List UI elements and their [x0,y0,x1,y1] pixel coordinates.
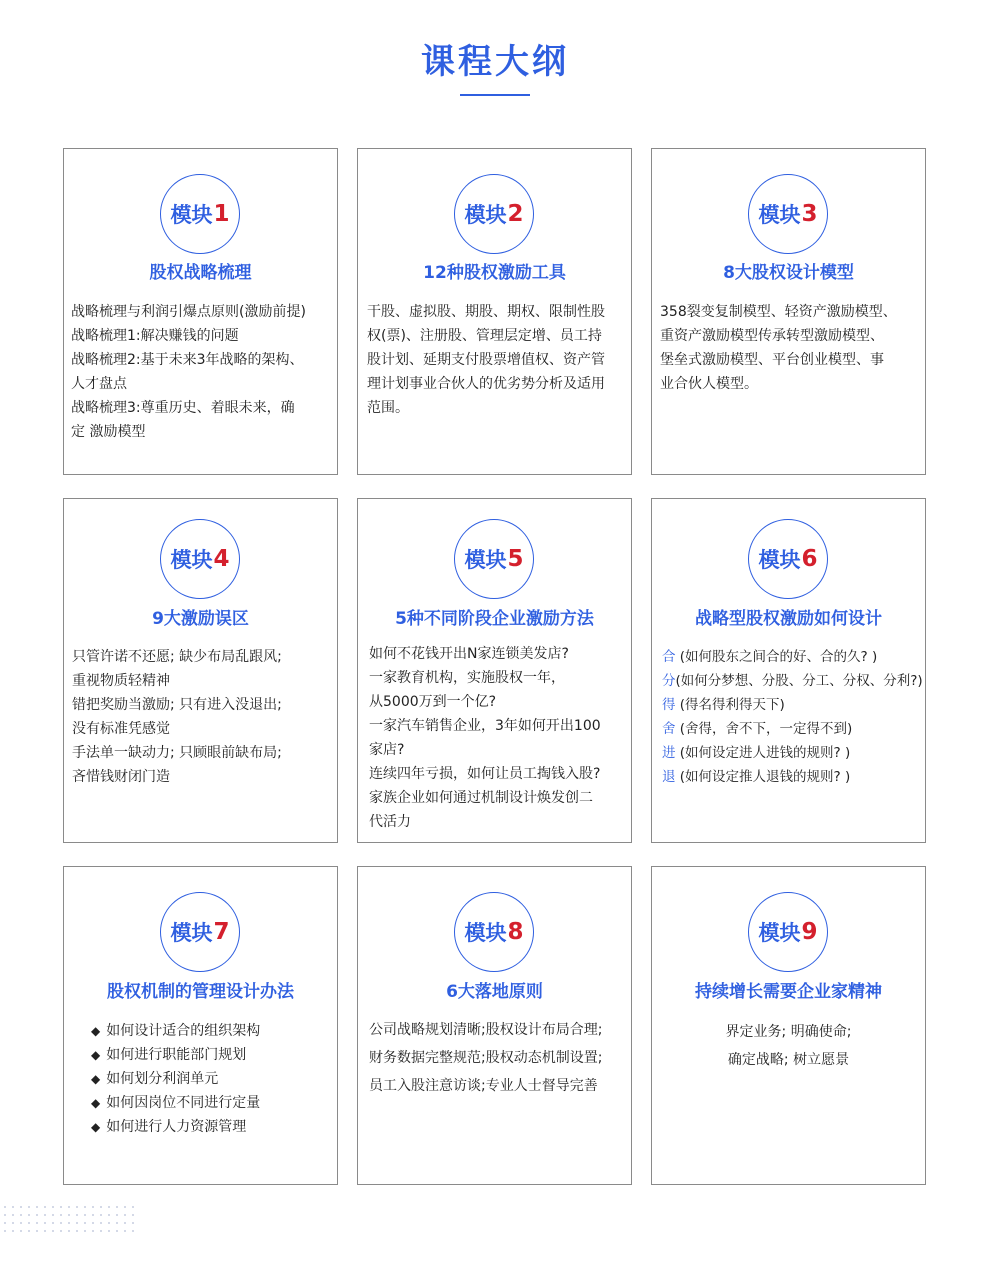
module-badge-number: 5 [507,546,524,572]
principle-text: (如何设定推人退钱的规则? ) [675,769,851,785]
principle-key: 合 [662,649,676,665]
decorative-dot [44,1214,46,1216]
decorative-dot [84,1206,86,1208]
module-title: 5种不同阶段企业激励方法 [395,609,594,629]
decorative-dot [76,1230,78,1232]
decorative-dot [124,1214,126,1216]
module-badge-number: 7 [213,919,230,945]
decorative-dot [92,1206,94,1208]
module-badge-6 [748,519,828,599]
decorative-dot [52,1222,54,1224]
decorative-dot [100,1230,102,1232]
decorative-dot [116,1222,118,1224]
diamond-bullet-icon: ◆ [91,1096,101,1110]
module-badge-8 [454,892,534,972]
decorative-dot [60,1206,62,1208]
body-line: 错把奖励当激励; 只有进入没退出; [72,697,282,713]
decorative-dot [60,1230,62,1232]
decorative-dot [36,1230,38,1232]
title-underline [460,94,530,96]
decorative-dot-grid [0,1206,140,1246]
principle-text: (如何股东之间合的好、合的久? ) [675,649,878,665]
body-line: 堡垒式激励模型、平台创业模型、事 [660,352,884,368]
module-badge-9 [748,892,828,972]
body-line: ◆ 如何划分利润单元 [91,1071,219,1087]
decorative-dot [68,1230,70,1232]
decorative-dot [108,1222,110,1224]
decorative-dot [36,1206,38,1208]
diamond-bullet-icon: ◆ [91,1120,101,1134]
decorative-dot [92,1214,94,1216]
module-body [91,1019,331,1139]
module-body [71,300,336,444]
decorative-dot [108,1230,110,1232]
decorative-dot [4,1214,6,1216]
principle-key: 分 [662,673,676,689]
decorative-dot [68,1214,70,1216]
decorative-dot [4,1230,6,1232]
body-line [662,765,926,789]
decorative-dot [28,1222,30,1224]
body-line: 定 激励模型 [71,424,146,440]
decorative-dot [84,1222,86,1224]
decorative-dot [20,1214,22,1216]
body-line: 理计划事业合伙人的优劣势分析及适用 [367,376,605,392]
decorative-dot [132,1206,134,1208]
body-line: 重资产激励模型传承转型激励模型、 [660,328,884,344]
principle-text: (舍得，舍不下，一定得不到) [675,721,853,737]
module-badge-prefix: 模块 [758,203,801,227]
principle-text: (得名得利得天下) [675,697,785,713]
body-line: 业合伙人模型。 [660,376,758,392]
decorative-dot [76,1222,78,1224]
decorative-dot [100,1214,102,1216]
body-line: 范围。 [367,400,409,416]
module-badge-prefix: 模块 [464,548,507,572]
decorative-dot [36,1214,38,1216]
decorative-dot [20,1222,22,1224]
decorative-dot [12,1230,14,1232]
decorative-dot [28,1214,30,1216]
decorative-dot [100,1206,102,1208]
diamond-bullet-icon: ◆ [91,1072,101,1086]
body-line: 代活力 [369,814,411,830]
module-card-1 [63,148,338,475]
body-line: 界定业务; 明确使命; [725,1024,852,1040]
body-line [662,669,926,693]
module-badge-prefix: 模块 [464,203,507,227]
diamond-bullet-icon: ◆ [91,1048,101,1062]
decorative-dot [124,1206,126,1208]
diamond-bullet-icon: ◆ [91,1024,101,1038]
module-body [662,645,926,789]
module-badge-2 [454,174,534,254]
decorative-dot [20,1230,22,1232]
module-badge-number: 9 [801,919,818,945]
body-line: 干股、虚拟股、期股、期权、限制性股 [367,304,605,320]
module-card-8 [357,866,632,1185]
module-body [660,300,924,396]
principle-key: 退 [662,769,676,785]
module-card-6 [651,498,926,843]
module-badge-number: 2 [507,201,524,227]
decorative-dot [52,1214,54,1216]
body-line: 战略梳理1:解决赚钱的问题 [71,328,239,344]
body-line: 358裂变复制模型、轻资产激励模型、 [660,304,897,320]
decorative-dot [100,1222,102,1224]
decorative-dot [68,1206,70,1208]
module-title: 股权机制的管理设计办法 [107,982,294,1002]
body-line: ◆ 如何进行人力资源管理 [91,1119,247,1135]
principle-text: (如何设定进人进钱的规则? ) [675,745,851,761]
module-badge-number: 4 [213,546,230,572]
module-title: 9大激励误区 [152,609,249,629]
body-line: 公司战略规划清晰;股权设计布局合理; [369,1022,603,1038]
decorative-dot [76,1214,78,1216]
module-title: 12种股权激励工具 [423,263,566,283]
body-line: 家族企业如何通过机制设计焕发创二 [369,790,593,806]
module-card-4 [63,498,338,843]
body-line: ◆ 如何进行职能部门规划 [91,1047,247,1063]
decorative-dot [4,1206,6,1208]
decorative-dot [52,1230,54,1232]
module-badge-prefix: 模块 [170,548,213,572]
module-badge-prefix: 模块 [170,203,213,227]
principle-key: 得 [662,697,676,713]
module-body [72,645,336,789]
decorative-dot [28,1230,30,1232]
decorative-dot [60,1222,62,1224]
body-line: 人才盘点 [71,376,127,392]
page-title: 课程大纲 [421,42,569,82]
decorative-dot [68,1222,70,1224]
decorative-dot [116,1214,118,1216]
decorative-dot [20,1206,22,1208]
body-line: 员工入股注意访谈;专业人士督导完善 [369,1078,598,1094]
decorative-dot [84,1230,86,1232]
body-line: 从5000万到一个亿? [369,694,497,710]
module-badge-4 [160,519,240,599]
module-card-3 [651,148,926,475]
decorative-dot [92,1222,94,1224]
module-body [652,1018,925,1074]
module-badge-prefix: 模块 [758,548,801,572]
body-line: 战略梳理2:基于未来3年战略的架构、 [71,352,304,368]
module-badge-3 [748,174,828,254]
body-line: 一家汽车销售企业，3年如何开出100 [369,718,601,734]
body-line: 战略梳理3:尊重历史、着眼未来，确 [71,400,295,416]
module-card-5 [357,498,632,843]
module-badge-number: 6 [801,546,818,572]
module-badge-prefix: 模块 [758,921,801,945]
module-badge-prefix: 模块 [170,921,213,945]
decorative-dot [44,1222,46,1224]
body-line: ◆ 如何因岗位不同进行定量 [91,1095,261,1111]
decorative-dot [76,1206,78,1208]
body-line: 重视物质轻精神 [72,673,170,689]
principle-key: 进 [662,745,676,761]
module-badge-7 [160,892,240,972]
body-line [662,693,926,717]
module-badge-5 [454,519,534,599]
module-badge-number: 8 [507,919,524,945]
decorative-dot [44,1206,46,1208]
body-line: 手法单一缺动力; 只顾眼前缺布局; [72,745,282,761]
body-line: 家店? [369,742,405,758]
decorative-dot [84,1214,86,1216]
body-line: 如何不花钱开出N家连锁美发店? [369,646,569,662]
body-line [662,645,926,669]
principle-text: (如何分梦想、分股、分工、分权、分利?) [675,673,923,689]
body-line: 连续四年亏损，如何让员工掏钱入股? [369,766,601,782]
decorative-dot [132,1222,134,1224]
module-title: 战略型股权激励如何设计 [695,609,882,629]
decorative-dot [108,1206,110,1208]
module-badge-prefix: 模块 [464,921,507,945]
module-title: 6大落地原则 [446,982,543,1002]
module-title: 8大股权设计模型 [723,263,854,283]
module-title: 股权战略梳理 [149,263,252,283]
decorative-dot [124,1230,126,1232]
body-line: ◆ 如何设计适合的组织架构 [91,1023,261,1039]
module-card-7 [63,866,338,1185]
module-card-2 [357,148,632,475]
module-title: 持续增长需要企业家精神 [695,982,882,1002]
body-line: 权(票)、注册股、管理层定增、员工持 [367,328,602,344]
decorative-dot [36,1222,38,1224]
decorative-dot [116,1206,118,1208]
decorative-dot [12,1222,14,1224]
decorative-dot [28,1206,30,1208]
body-line: 只管许诺不还愿; 缺少布局乱跟风; [72,649,282,665]
module-body [369,1016,631,1100]
module-card-9 [651,866,926,1185]
principle-key: 舍 [662,721,676,737]
body-line: 没有标准凭感觉 [72,721,170,737]
module-badge-number: 3 [801,201,818,227]
decorative-dot [132,1230,134,1232]
body-line [662,717,926,741]
module-badge-1 [160,174,240,254]
decorative-dot [116,1230,118,1232]
decorative-dot [12,1206,14,1208]
decorative-dot [4,1222,6,1224]
module-badge-number: 1 [213,201,230,227]
module-body [369,642,630,834]
body-line: 股计划、延期支付股票增值权、资产管 [367,352,605,368]
body-line: 确定战略; 树立愿景 [727,1052,850,1068]
decorative-dot [52,1206,54,1208]
body-line: 一家教育机构，实施股权一年， [369,670,565,686]
decorative-dot [92,1230,94,1232]
decorative-dot [12,1214,14,1216]
decorative-dot [132,1214,134,1216]
body-line [662,741,926,765]
decorative-dot [108,1214,110,1216]
module-body [367,300,629,420]
body-line: 吝惜钱财闭门造 [72,769,170,785]
body-line: 战略梳理与利润引爆点原则(激励前提) [71,304,306,320]
body-line: 财务数据完整规范;股权动态机制设置; [369,1050,603,1066]
decorative-dot [124,1222,126,1224]
decorative-dot [60,1214,62,1216]
decorative-dot [44,1230,46,1232]
